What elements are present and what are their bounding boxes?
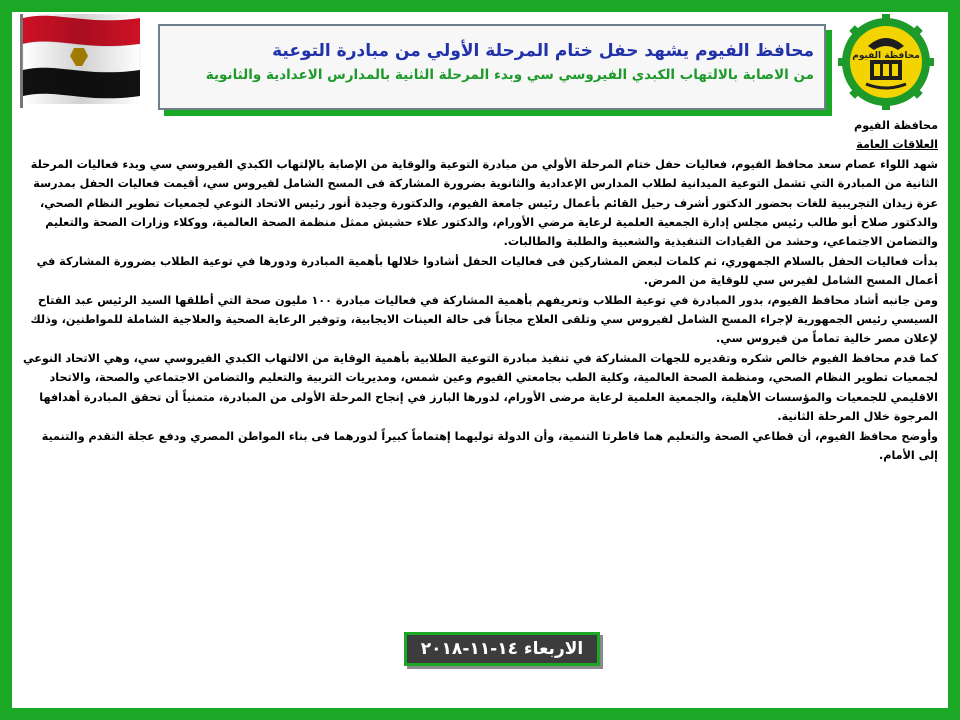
article-paragraph: ومن جانبه أشاد محافظ الفيوم، بدور المبادرة في توعية الطلاب وتعريفهم بأهمية المشاركة في فعاليات مبادرة ١٠٠ مليون صحة التي أطلقها السيد الرئيس عبد الفتاح السيسي رئيس الجمهورية لإجراء المسح الشامل لفيروس سي وتلقى العلاج مجاناً فى حالة العينات الايجابية، وتوفير الرعاية الصحية والعلاجية الشاملة للمواطنين، وذلك لإعلان مصر خالية تماماً من فيروس سي. bbox=[30, 293, 938, 346]
article-department: العلاقات العامة bbox=[856, 138, 938, 152]
headline-box bbox=[158, 24, 826, 110]
article-paragraph: شهد اللواء عصام سعد محافظ الفيوم، فعاليات حفل ختام المرحلة الأولي من مبادرة التوعية والوقاية من الإصابة بالإلتهاب الكبدي الفيروسي سي وبدء فعاليات المرحلة الثانية من المبادرة التي تشمل التوعية الميدانية لطلاب المدارس الإعدادية والثانوية بضرورة المشاركة فى المسح الشامل لفيروس سي، أقيمت فعاليات الحفل بمدرسة عزة زيدان التجريبية للغات بحضور الدكتور أشرف رحيل القائم بأعمال رئيس جامعة الفيوم، والدكتورة وجيدة أنور رئيس الاتحاد النوعي لجمعيات تطوير النظام الصحي، والدكتور صلاح أبو طالب رئيس مجلس إدارة الجمعية العلمية لرعاية مرضي الأورام، والدكتور علاء حشيش ممثل منظمة الصحة العالمية، ووكلاء وزارات الصحة والتعليم والتضامن الاجتماعي، وحشد من القيادات التنفيذية والشعبية والطلبة والطالبات. bbox=[30, 157, 938, 249]
date-badge bbox=[404, 632, 600, 666]
logo-text: محافظة الفيوم bbox=[852, 51, 920, 61]
article-source: محافظة الفيوم bbox=[854, 119, 938, 132]
article-paragraph: كما قدم محافظ الفيوم خالص شكره وتقديره للجهات المشاركة في تنفيذ مبادرة التوعية الطلابية بأهمية الوقاية من الالتهاب الكبدي الفيروسي سي، وهي الاتحاد النوعي لجمعيات تطوير النظام الصحي، ومنظمة الصحة العالمية، وكلية الطب بجامعتي الفيوم وعين شمس، ومديريات التربية والتعليم والتضامن الاجتماعي والصحة، والاتحاد الاقليمي للجمعيات والمؤسسات الأهلية، والجمعية العلمية لرعاية مرضى الأورام، لدورها البارز في إنجاح المرحلة الأولى من المبادرة، متمنياً أن تحقق المبادرة أهدافها المرجوة خلال المرحلة الثانية. bbox=[22, 351, 938, 424]
article-body bbox=[22, 116, 938, 465]
egypt-flag-icon bbox=[16, 10, 144, 110]
headline-subtitle: من الاصابة بالالتهاب الكبدي الفيروسي سي وبدء المرحلة الثانية بالمدارس الاعدادية والثانوية bbox=[205, 67, 814, 83]
article-paragraph: وأوضح محافظ الفيوم، أن قطاعي الصحة والتعليم هما قاطرتا التنمية، وأن الدولة توليهما إهتماماً كبيراً لدورهما فى بناء المواطن المصري ودفع عجلة التقدم والتنمية إلى الأمام. bbox=[41, 429, 938, 462]
headline-title: محافظ الفيوم يشهد حفل ختام المرحلة الأولي من مبادرة التوعية bbox=[272, 41, 814, 61]
date-text: الاربعاء ١٤-١١-٢٠١٨ bbox=[420, 639, 584, 659]
article-paragraph: بدأت فعاليات الحفل بالسلام الجمهوري، ثم كلمات لبعض المشاركين فى فعاليات الحفل أشادوا خلالها بأهمية المبادرة ودورها في توعية الطلاب بضرورة المشاركة في أعمال المسح الشامل لفيرس سي للوقاية من المرض. bbox=[36, 254, 938, 288]
fayoum-governorate-logo bbox=[836, 12, 936, 112]
